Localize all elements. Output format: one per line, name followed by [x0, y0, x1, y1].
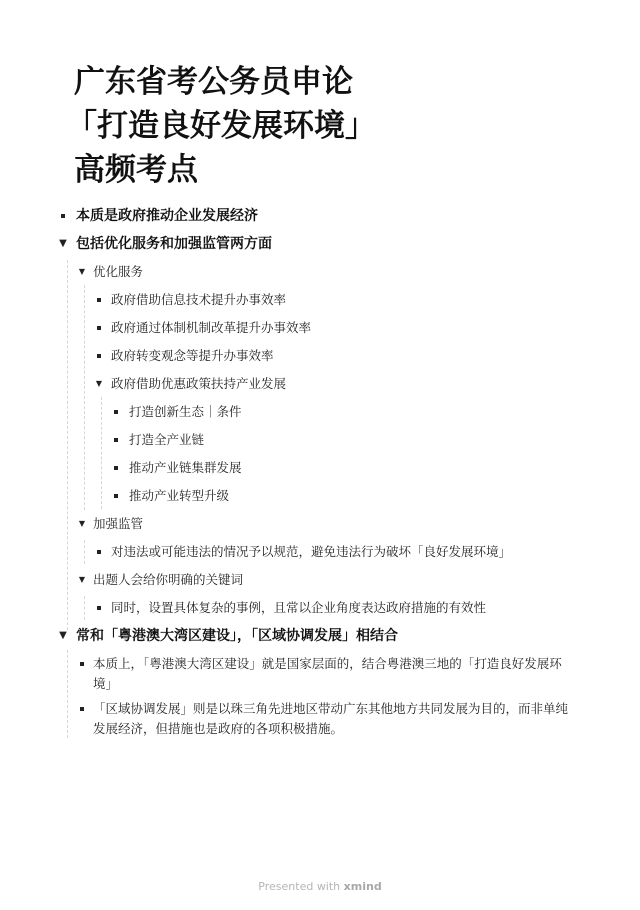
bullet-icon: [111, 402, 121, 422]
title-line-2: 「打造良好发展环境」: [66, 108, 376, 144]
bullet-icon: [94, 290, 104, 310]
bullet-icon: [77, 699, 87, 719]
outline-item-regulate-illegal[interactable]: 对违法或可能违法的情况予以规范，避免违法行为破坏「良好发展环境」: [111, 544, 512, 559]
outline-item-supervision[interactable]: 加强监管: [93, 516, 144, 531]
outline-item-innovation-ecosystem[interactable]: 打造创新生态｜条件: [129, 404, 242, 419]
bullet-icon: [111, 486, 121, 506]
outline-item-combine[interactable]: 常和「粤港澳大湾区建设」，「区域协调发展」相结合: [76, 628, 398, 644]
bullet-icon: [58, 206, 68, 226]
outline-item-upgrade[interactable]: 推动产业转型升级: [129, 488, 230, 503]
bullet-icon: [94, 318, 104, 338]
outline-item-preferential-policy[interactable]: 政府借助优惠政策扶持产业发展: [111, 376, 287, 391]
collapse-triangle-icon[interactable]: ▼: [59, 238, 67, 249]
outline-item-complex-examples[interactable]: 同时，设置具体复杂的事例，且常以企业角度表达政府措施的有效性: [111, 600, 487, 615]
outline-item-keywords[interactable]: 出题人会给你明确的关键词: [93, 572, 244, 587]
bullet-icon: [94, 598, 104, 618]
bullet-icon: [111, 458, 121, 478]
collapse-triangle-icon[interactable]: ▼: [78, 519, 86, 528]
collapse-triangle-icon[interactable]: ▼: [78, 267, 86, 276]
collapse-triangle-icon[interactable]: ▼: [59, 630, 67, 641]
title-line-1: 广东省考公务员申论: [74, 64, 353, 100]
outline-item-optimize-service[interactable]: 优化服务: [93, 264, 144, 279]
outline-item-reform-efficiency[interactable]: 政府通过体制机制改革提升办事效率: [111, 320, 312, 335]
footer-presented-text: Presented with: [258, 880, 341, 893]
outline-item-two-aspects[interactable]: 包括优化服务和加强监管两方面: [76, 236, 272, 252]
outline-item-gba-essence[interactable]: 本质上，「粤港澳大湾区建设」就是国家层面的，结合粤港澳三地的「打造良好发展环境」: [93, 656, 562, 691]
bullet-icon: [94, 542, 104, 562]
outline-item-it-efficiency[interactable]: 政府借助信息技术提升办事效率: [111, 292, 287, 307]
outline-item-full-chain[interactable]: 打造全产业链: [129, 432, 205, 447]
guide-line-level3-service: [84, 285, 85, 510]
title-line-3: 高频考点: [74, 152, 198, 188]
bullet-icon: [77, 654, 87, 674]
guide-line-level2: [67, 260, 68, 630]
guide-line-level3-keyword: [84, 596, 85, 620]
collapse-triangle-icon[interactable]: ▼: [78, 575, 86, 584]
guide-line-level2-combine: [67, 650, 68, 738]
guide-line-level3-supervision: [84, 540, 85, 564]
footer-watermark: [0, 880, 640, 893]
outline-item-regional-coordination[interactable]: 「区域协调发展」则是以珠三角先进地区带动广东其他地方共同发展为目的，而非单纯发展经济，但措施也是政府的各项积极措施。: [93, 701, 569, 736]
bullet-icon: [94, 346, 104, 366]
outline-item-cluster[interactable]: 推动产业链集群发展: [129, 460, 242, 475]
collapse-triangle-icon[interactable]: ▼: [95, 379, 103, 388]
xmind-logo: xmind: [343, 880, 382, 893]
guide-line-level4-policy: [101, 397, 102, 509]
outline-item-essence[interactable]: 本质是政府推动企业发展经济: [76, 208, 258, 224]
bullet-icon: [111, 430, 121, 450]
outline-item-mindset-efficiency[interactable]: 政府转变观念等提升办事效率: [111, 348, 274, 363]
